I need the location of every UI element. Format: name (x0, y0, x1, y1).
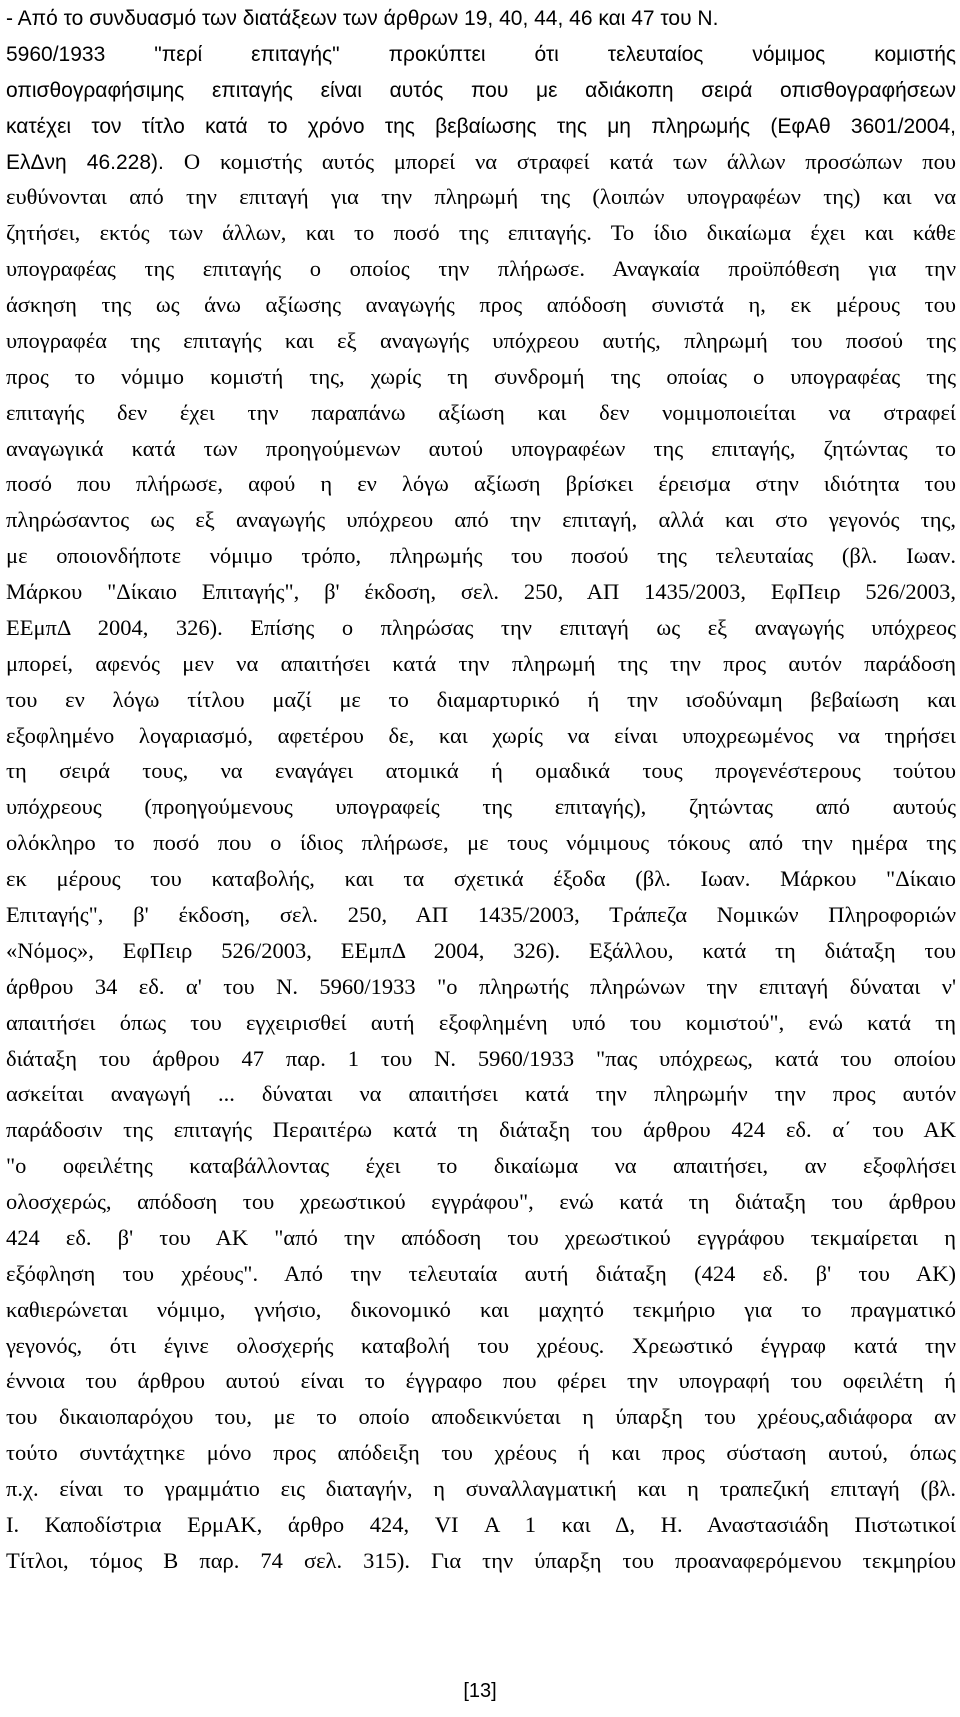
text-line (6, 1076, 956, 1112)
text-line (6, 933, 956, 969)
text-line (6, 1328, 956, 1364)
text-segment: ολόκληρο το ποσό που ο ίδιος πλήρωσε, με τους νόμιμους τόκους από την ημέρα της (6, 830, 956, 856)
text-line (6, 1507, 956, 1543)
text-line (6, 36, 956, 72)
text-line (6, 646, 956, 682)
text-segment: ΕΕμπΔ 2004, 326). Επίσης ο πληρώσας την επιταγή ως εξ αναγωγής υπόχρεος (6, 614, 956, 640)
text-line (6, 861, 956, 897)
text-line (6, 179, 956, 215)
text-segment: ζητήσει, εκτός των άλλων, και το ποσό της επιταγής. Το ίδιο δικαίωμα έχει και κάθε (6, 220, 956, 246)
text-line (6, 502, 956, 538)
text-segment: του δικαιοπαρόχου του, με το οποίο αποδεικνύεται η ύπαρξη του χρέους,αδιάφορα αν (6, 1404, 956, 1430)
text-segment: π.χ. είναι το γραμμάτιο εις διαταγήν, η συναλλαγματική και η τραπεζική επιταγή (βλ. (6, 1476, 956, 1502)
text-segment: άσκηση της ως άνω αξίωσης αναγωγής προς απόδοση συνιστά η, εκ μέρους του (6, 292, 956, 318)
text-line (6, 969, 956, 1005)
text-line (6, 753, 956, 789)
text-segment: υπογραφέα της επιταγής και εξ αναγωγής υπόχρεου αυτής, πληρωμή του ποσού της (6, 327, 956, 353)
text-line (6, 1041, 956, 1077)
text-line (6, 897, 956, 933)
text-line (6, 718, 956, 754)
text-line (6, 1543, 956, 1579)
text-line (6, 323, 956, 359)
text-line (6, 789, 956, 825)
text-segment: απαιτήσει όπως του εγχειρισθεί αυτή εξοφλημένη υπό του κομιστού", ενώ κατά τη (6, 1009, 956, 1035)
text-segment: εξοφλημένο λογαριασμό, αφετέρου δε, και χωρίς να είναι υποχρεωμένος να τηρήσει (6, 722, 956, 748)
text-segment: γεγονός, ότι έγινε ολοσχερής καταβολή του χρέους. Χρεωστικό έγγραφ κατά την (6, 1332, 956, 1358)
text-line (6, 610, 956, 646)
text-line (6, 1148, 956, 1184)
text-segment: τούτο συντάχτηκε μόνο προς απόδειξη του χρέους ή και προς σύσταση αυτού, όπως (6, 1440, 956, 1466)
text-segment: αναγωγικά κατά των προηγούμενων αυτού υπογραφέων της επιταγής, ζητώντας το (6, 435, 956, 461)
text-segment: με οποιονδήποτε νόμιμο τρόπο, πληρωμής του ποσού της τελευταίας (βλ. Ιωαν. (6, 543, 956, 569)
text-line (6, 825, 956, 861)
text-line (6, 287, 956, 323)
text-segment: καθιερώνεται νόμιμο, γνήσιο, δικονομικό και μαχητό τεκμήριο για το πραγματικό (6, 1296, 956, 1322)
text-segment: "ο οφειλέτης καταβάλλοντας έχει το δικαίωμα να απαιτήσει, αν εξοφλήσει (6, 1153, 956, 1179)
text-line (6, 1220, 956, 1256)
text-segment: υπογραφέας της επιταγής ο οποίος την πλήρωσε. Αναγκαία προϋπόθεση για την (6, 256, 956, 282)
text-line (6, 144, 956, 180)
text-segment: Επιταγής", β' έκδοση, σελ. 250, ΑΠ 1435/2003, Τράπεζα Νομικών Πληροφοριών (6, 902, 956, 927)
text-segment: Τίτλοι, τόμος Β παρ. 74 σελ. 315). Για την ύπαρξη του προαναφερόμενου τεκμηρίου (6, 1547, 956, 1573)
text-segment: μπορεί, αφενός μεν να απαιτήσει κατά την πληρωμή της την προς αυτόν παράδοση (6, 650, 956, 676)
text-segment: προς το νόμιμο κομιστή της, χωρίς τη συνδρομή της οποίας ο υπογραφέας της (6, 363, 956, 389)
text-segment: τη σειρά τους, να εναγάγει ατομικά ή ομαδικά τους προγενέστερους τούτου (6, 758, 956, 784)
text-segment: Ο κομιστής αυτός μπορεί να στραφεί κατά των άλλων προσώπων που (183, 148, 956, 174)
text-segment: εξόφληση του χρέους". Από την τελευταία αυτή διάταξη (424 εδ. β' του ΑΚ) (6, 1260, 956, 1286)
text-segment: διάταξη του άρθρου 47 παρ. 1 του Ν. 5960/1933 "πας υπόχρεως, κατά του οποίου (6, 1045, 956, 1071)
text-line (6, 1184, 956, 1220)
page-number: [13] (463, 1680, 497, 1702)
text-line (6, 1112, 956, 1148)
text-segment: κατέχει τον τίτλο κατά το χρόνο της βεβαίωσης της μη πληρωμής (ΕφΑθ 3601/2004, (6, 114, 956, 138)
text-segment: του εν λόγω τίτλου μαζί με το διαμαρτυρικό ή την ισοδύναμη βεβαίωση και (6, 686, 956, 712)
text-segment: Ι. Καποδίστρια ΕρμΑΚ, άρθρο 424, VI Α 1 και Δ, Η. Αναστασιάδη Πιστωτικοί (6, 1511, 956, 1537)
text-line (6, 538, 956, 574)
text-line (6, 395, 956, 431)
text-segment: οπισθογραφήσιμης επιταγής είναι αυτός που με αδιάκοπη σειρά οπισθογραφήσεων (6, 78, 956, 102)
text-line (6, 1363, 956, 1399)
text-segment: παράδοσιν της επιταγής Περαιτέρω κατά τη διάταξη του άρθρου 424 εδ. α΄ του ΑΚ (6, 1117, 956, 1143)
text-segment: Μάρκου "Δίκαιο Επιταγής", β' έκδοση, σελ. 250, ΑΠ 1435/2003, ΕφΠειρ 526/2003, (6, 579, 956, 605)
text-segment: ευθύνονται από την επιταγή για την πληρωμή της (λοιπών υπογραφέων της) και να (6, 184, 956, 210)
text-segment: 5960/1933 "περί επιταγής" προκύπτει ότι τελευταίος νόμιμος κομιστής (6, 42, 956, 66)
text-line (6, 1435, 956, 1471)
text-segment: πληρώσαντος ως εξ αναγωγής υπόχρεου από την επιταγή, αλλά και στο γεγονός της, (6, 507, 956, 533)
text-line (6, 1292, 956, 1328)
text-line (6, 466, 956, 502)
text-segment: «Νόμος», ΕφΠειρ 526/2003, ΕΕμπΔ 2004, 326). Εξάλλου, κατά τη διάταξη του (6, 937, 956, 963)
text-line (6, 682, 956, 718)
text-line (6, 1005, 956, 1041)
text-line (6, 72, 956, 108)
text-line (6, 108, 956, 144)
text-segment: ασκείται αναγωγή ... δύναται να απαιτήσει κατά την πληρωμήν την προς αυτόν (6, 1081, 956, 1107)
text-segment: επιταγής δεν έχει την παραπάνω αξίωση και δεν νομιμοποιείται να στραφεί (6, 399, 956, 425)
text-segment: 424 εδ. β' του ΑΚ "από την απόδοση του χρεωστικού εγγράφου τεκμαίρεται η (6, 1224, 956, 1250)
text-segment: εκ μέρους του καταβολής, και τα σχετικά έξοδα (βλ. Ιωαν. Μάρκου "Δίκαιο (6, 866, 956, 892)
text-segment: ΕλΔνη 46.228). (6, 150, 184, 174)
text-segment: άρθρου 34 εδ. α' του Ν. 5960/1933 "ο πληρωτής πληρώνων την επιταγή δύναται ν' (6, 973, 956, 999)
text-line (6, 1471, 956, 1507)
text-line (6, 359, 956, 395)
text-line (6, 431, 956, 467)
text-segment: έννοια του άρθρου αυτού είναι το έγγραφο που φέρει την υπογραφή του οφειλέτη ή (6, 1368, 956, 1394)
text-line (6, 1256, 956, 1292)
text-segment: - Από το συνδυασμό των διατάξεων των άρθρων 19, 40, 44, 46 και 47 του Ν. (6, 7, 719, 30)
text-segment: υπόχρεους (προηγούμενους υπογραφείς της επιταγής), ζητώντας από αυτούς (6, 794, 956, 820)
text-line (6, 251, 956, 287)
text-line (6, 215, 956, 251)
text-segment: ποσό που πλήρωσε, αφού η εν λόγω αξίωση βρίσκει έρεισμα στην ιδιότητα του (6, 471, 956, 497)
text-line (6, 574, 956, 610)
text-segment: ολοσχερώς, απόδοση του χρεωστικού εγγράφου", ενώ κατά τη διάταξη του άρθρου (6, 1189, 956, 1215)
text-line (6, 0, 956, 36)
text-line (6, 1399, 956, 1435)
